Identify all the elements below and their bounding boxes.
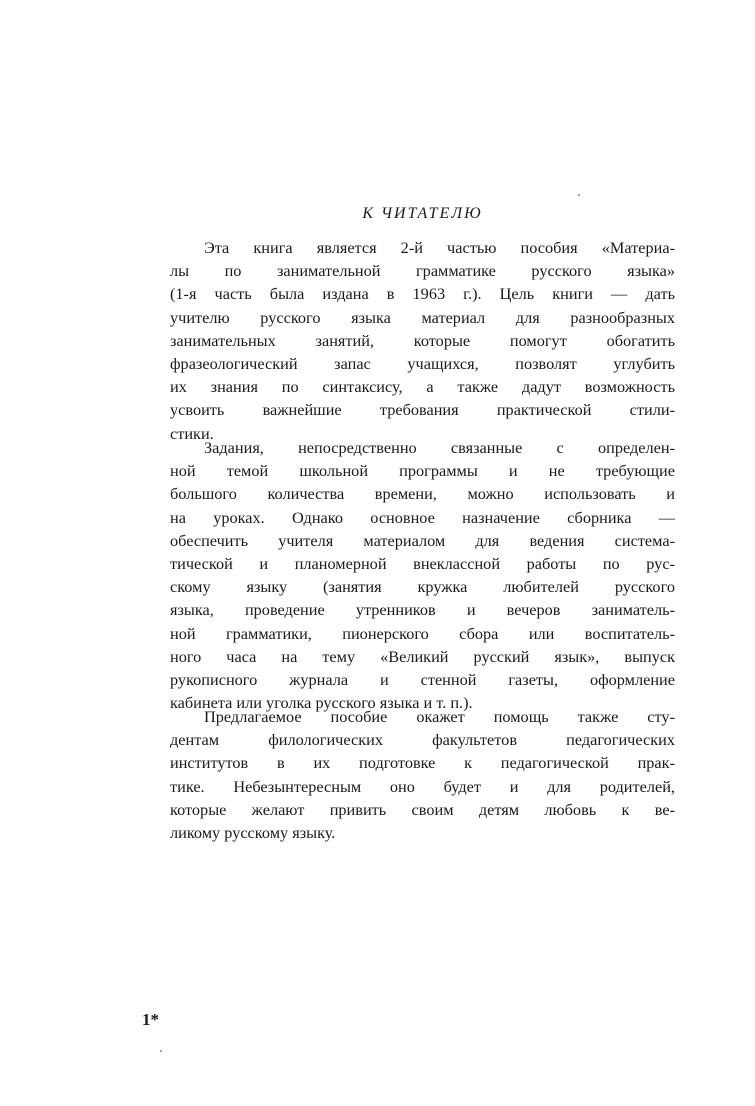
text-line: фразеологический запас учащихся, позволят углубить [170, 354, 675, 374]
text-line: тической и планомерной внеклассной работы по рус- [170, 554, 675, 574]
text-line: учителю русского языка материал для разнообразных [170, 307, 675, 327]
text-line: Эта книга является 2-й частью пособия «Материа- [204, 238, 675, 257]
text-line: занимательных занятий, которые помогут обогатить [170, 330, 675, 350]
text-line: на уроках. Однако основное назначение сборника — [170, 507, 675, 527]
text-line: усвоить важнейшие требования практической стили- [170, 400, 675, 420]
text-line: дентам филологических факультетов педагогических [170, 730, 675, 750]
text-line: ной темой школьной программы и не требующие [170, 461, 675, 481]
text-line: рукописного журнала и стенной газеты, оформление [170, 670, 675, 690]
text-line: ной грамматики, пионерского сбора или воспитатель- [170, 623, 675, 643]
text-line: кабинета или уголка русского языка и т. п.). [170, 693, 473, 713]
text-line: ного часа на тему «Великий русский язык», выпуск [170, 646, 675, 666]
paragraph-1 [170, 236, 675, 445]
text-line: их знания по синтаксису, а также дадут возможность [170, 377, 675, 397]
text-line: большого количества времени, можно использовать и [170, 484, 675, 504]
page-heading: К ЧИТАТЕЛЮ [362, 205, 483, 222]
text-line: которые желают привить своим детям любовь к ве- [170, 799, 675, 819]
text-line: (1-я часть была издана в 1963 г.). Цель книги — дать [170, 284, 675, 304]
text-line: институтов в их подготовке к педагогической прак- [170, 753, 675, 773]
text-line: ликому русскому языку. [170, 823, 336, 843]
scan-speck [160, 1050, 162, 1052]
text-line: скому языку (занятия кружка любителей русского [170, 577, 675, 597]
text-line: Предлагаемое пособие окажет помощь также сту- [204, 707, 675, 726]
text-line: лы по занимательной грамматике русского языка» [170, 261, 675, 281]
text-line: тике. Небезынтересным оно будет и для родителей, [170, 776, 675, 796]
paragraph-3 [170, 705, 675, 844]
text-line: стики. [170, 423, 214, 443]
text-line: языка, проведение утренников и вечеров заниматель- [170, 600, 675, 620]
signature-mark: 1* [142, 1010, 159, 1029]
text-line: обеспечить учителя материалом для ведения система- [170, 530, 675, 550]
paragraph-2 [170, 436, 675, 714]
text-line: Задания, непосредственно связанные с определен- [204, 438, 675, 457]
scan-speck [578, 194, 580, 196]
